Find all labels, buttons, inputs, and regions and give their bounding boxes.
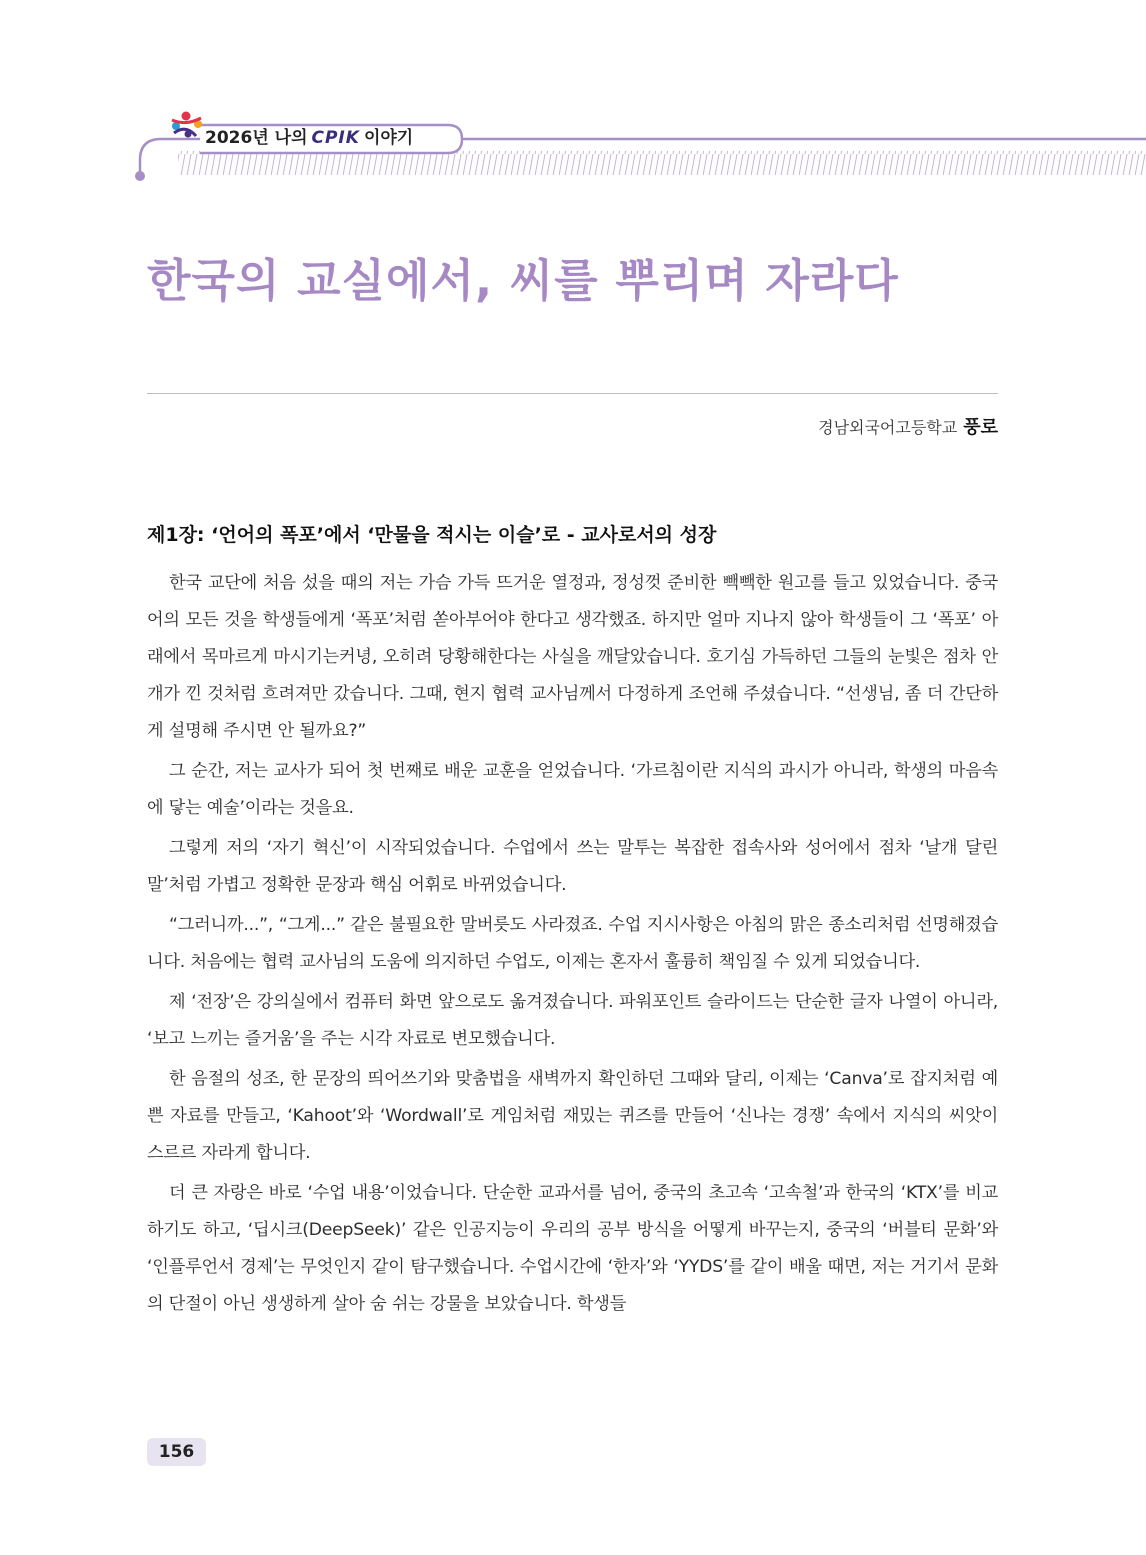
author-name: 풍로 bbox=[963, 417, 998, 438]
paragraph: 제 ‘전장’은 강의실에서 컴퓨터 화면 앞으로도 옮겨졌습니다. 파워포인트 슬라이드는 단순한 글자 나열이 아니라, ‘보고 느끼는 즐거움’을 주는 시각 자료로 변모했습니다. bbox=[147, 992, 998, 1049]
paragraph: 그 순간, 저는 교사가 되어 첫 번째로 배운 교훈을 얻었습니다. ‘가르침이란 지식의 과시가 아니라, 학생의 마음속에 닿는 예술’이라는 것을요. bbox=[147, 761, 998, 818]
byline bbox=[818, 413, 998, 439]
author-school: 경남외국어고등학교 bbox=[818, 418, 958, 437]
section-heading: 제1장: ‘언어의 폭포’에서 ‘만물을 적시는 이슬’로 - 교사로서의 성장 bbox=[147, 524, 717, 546]
paragraph: 더 큰 자랑은 바로 ‘수업 내용’이었습니다. 단순한 교과서를 넘어, 중국의 초고속 ‘고속철’과 한국의 ‘KTX’를 비교하기도 하고, ‘딥시크(DeepSeek)’ 같은 인공지능이 우리의 공부 방식을 어떻게 바꾸는지, 중국의 ‘버블티 문화’와 ‘인플루언서 경제’는 무엇인지 같이 탐구했습니다. 수업시간에 ‘한자’와 ‘YYDS’를 같이 배울 때면, 저는 거기서 문화의 단절이 아닌 생생하게 살아 숨 쉬는 강물을 보았습니다. 학생들 bbox=[147, 1183, 998, 1314]
paragraph: “그러니까...”, “그게...” 같은 불필요한 말버릇도 사라졌죠. 수업 지시사항은 아침의 맑은 종소리처럼 선명해졌습니다. 처음에는 협력 교사님의 도움에 의지하던 수업도, 이제는 혼자서 훌륭히 책임질 수 있게 되었습니다. bbox=[147, 915, 998, 972]
paragraph: 그렇게 저의 ‘자기 혁신’이 시작되었습니다. 수업에서 쓰는 말투는 복잡한 접속사와 성어에서 점차 ‘날개 달린 말’처럼 가볍고 정확한 문장과 핵심 어휘로 바뀌었습니다. bbox=[147, 838, 998, 895]
series-label bbox=[205, 124, 413, 152]
cpik-logo-icon bbox=[172, 112, 202, 138]
paragraph: 한 음절의 성조, 한 문장의 띄어쓰기와 맞춤법을 새벽까지 확인하던 그때와 달리, 이제는 ‘Canva’로 잡지처럼 예쁜 자료를 만들고, ‘Kahoot’와 ‘Wordwall’로 게임처럼 재밌는 퀴즈를 만들어 ‘신나는 경쟁’ 속에서 지식의 씨앗이 스르르 자라게 합니다. bbox=[147, 1069, 998, 1163]
title-divider bbox=[147, 393, 998, 394]
page-title: 한국의 교실에서, 씨를 뿌리며 자라다 bbox=[147, 254, 899, 307]
series-year: 2026년 나의 bbox=[205, 128, 308, 148]
paragraph: 한국 교단에 처음 섰을 때의 저는 가슴 가득 뜨거운 열정과, 정성껏 준비한 빽빽한 원고를 들고 있었습니다. 중국어의 모든 것을 학생들에게 ‘폭포’처럼 쏟아부어야 한다고 생각했죠. 하지만 얼마 지나지 않아 학생들이 그 ‘폭포’ 아래에서 목마르게 마시기는커녕, 오히려 당황해한다는 사실을 깨달았습니다. 호기심 가득하던 그들의 눈빛은 점차 안개가 낀 것처럼 흐려져만 갔습니다. 그때, 현지 협력 교사님께서 다정하게 조언해 주셨습니다. “선생님, 좀 더 간단하게 설명해 주시면 안 될까요?” bbox=[147, 573, 998, 741]
body-text bbox=[147, 565, 998, 1326]
series-suffix: 이야기 bbox=[363, 128, 414, 148]
series-header-decoration bbox=[0, 0, 1146, 190]
cpik-logo-text: CPIK bbox=[311, 128, 360, 148]
page-number: 156 bbox=[147, 1438, 206, 1466]
